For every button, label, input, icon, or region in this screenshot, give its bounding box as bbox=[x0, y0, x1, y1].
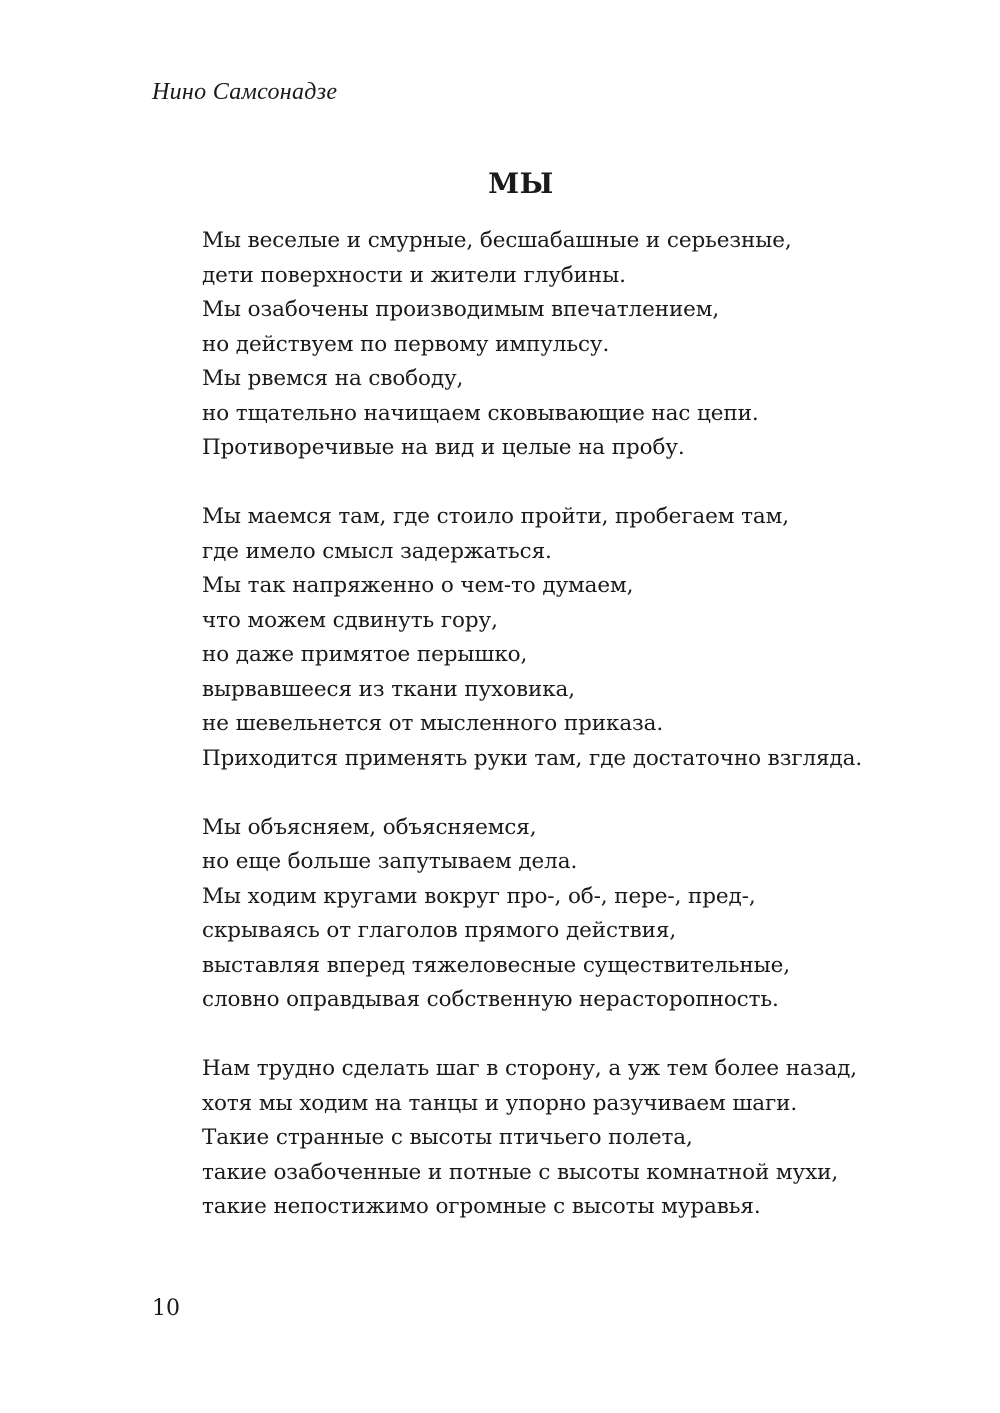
poem-line: такие озабоченные и потные с высоты комнатной мухи, bbox=[202, 1159, 839, 1185]
poem-line: но даже примятое перышко, bbox=[202, 642, 528, 667]
running-head-author: Нино Самсонадзе bbox=[152, 79, 338, 105]
poem-line: Противоречивые на вид и целые на пробу. bbox=[202, 435, 685, 460]
poem-line: не шевельнется от мысленного приказа. bbox=[202, 711, 664, 736]
poem-line: но еще больше запутываем дела. bbox=[202, 849, 578, 874]
poem-title: МЫ bbox=[488, 167, 554, 200]
poem-line: Мы веселые и смурные, бесшабашные и серьезные, bbox=[202, 228, 792, 253]
poem-line: но действуем по первому импульсу. bbox=[202, 331, 610, 357]
poem-line: скрываясь от глаголов прямого действия, bbox=[202, 918, 677, 943]
poem-line: словно оправдывая собственную нерасторопность. bbox=[202, 987, 779, 1012]
poem-line: но тщательно начищаем сковывающие нас цепи. bbox=[202, 400, 759, 426]
poem-line: Приходится применять руки там, где достаточно взгляда. bbox=[202, 745, 863, 771]
stanza-4 bbox=[202, 1052, 962, 1225]
poem-line: вырвавшееся из ткани пуховика, bbox=[202, 676, 575, 702]
stanza-3 bbox=[202, 811, 962, 1018]
poem-line: дети поверхности и жители глубины. bbox=[202, 262, 626, 288]
poem-line: что можем сдвинуть гору, bbox=[202, 607, 498, 633]
poem-line: Мы озабочены производимым впечатлением, bbox=[202, 297, 720, 322]
poem-line: выставляя вперед тяжеловесные существительные, bbox=[202, 952, 790, 978]
poem-line: хотя мы ходим на танцы и упорно разучиваем шаги. bbox=[202, 1090, 798, 1116]
poem-line: Мы объясняем, объясняемся, bbox=[202, 814, 537, 840]
poem-line: Нам трудно сделать шаг в сторону, а уж тем более назад, bbox=[202, 1056, 857, 1081]
poem-line: где имело смысл задержаться. bbox=[202, 538, 552, 564]
poem-line: Мы ходим кругами вокруг про-, об-, пере-, пред-, bbox=[202, 883, 756, 909]
poem-line: Мы рвемся на свободу, bbox=[202, 366, 464, 391]
stanza-1 bbox=[202, 224, 962, 466]
poem-line: Мы так напряженно о чем-то думаем, bbox=[202, 573, 634, 598]
poem-line: Мы маемся там, где стоило пройти, пробегаем там, bbox=[202, 504, 789, 529]
stanza-2 bbox=[202, 500, 962, 776]
poem-line: такие непостижимо огромные с высоты муравья. bbox=[202, 1194, 761, 1219]
page-number: 10 bbox=[152, 1296, 180, 1321]
poem-body bbox=[202, 224, 962, 1259]
poem-line: Такие странные с высоты птичьего полета, bbox=[202, 1125, 693, 1150]
